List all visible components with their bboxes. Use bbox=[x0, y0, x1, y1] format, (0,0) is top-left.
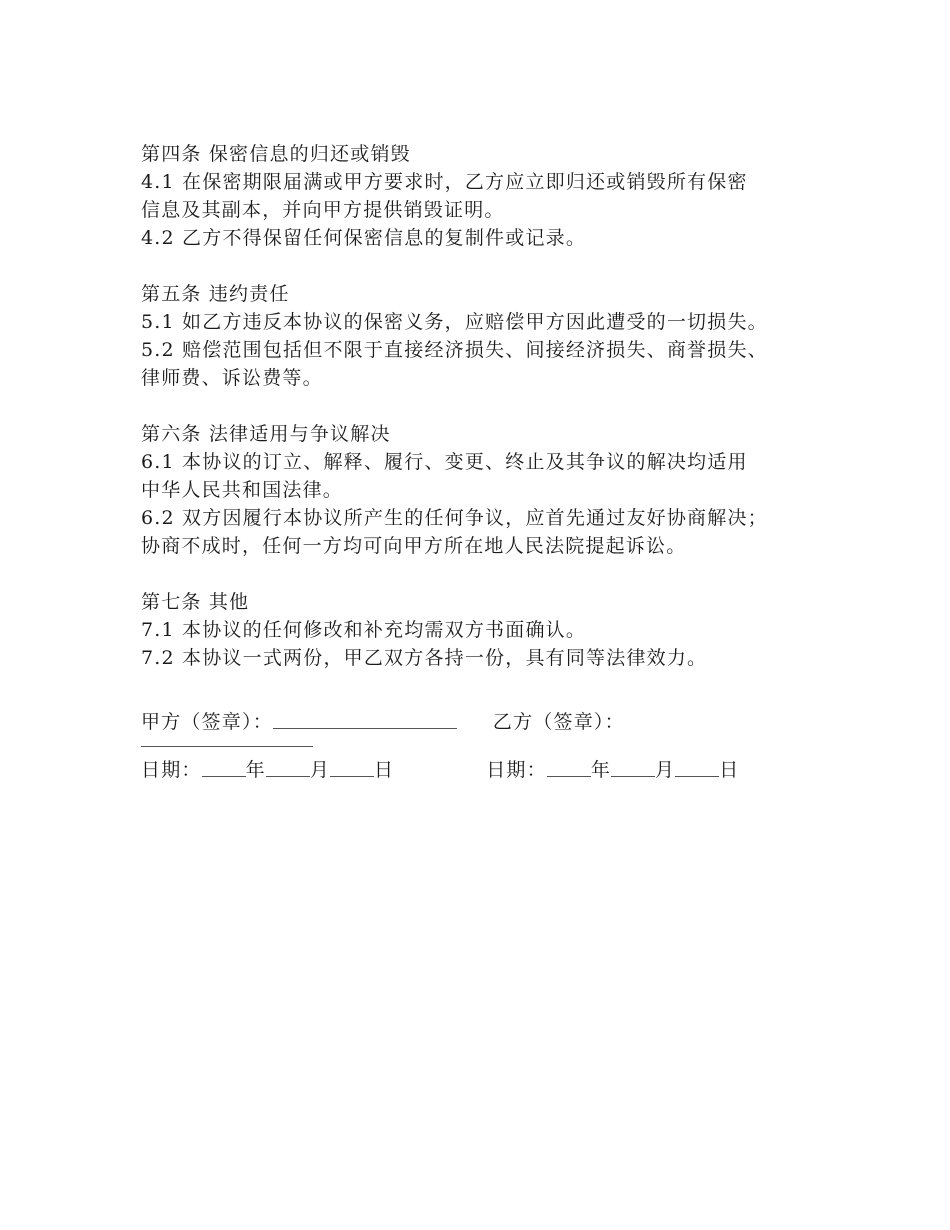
clause-line: 7.1 本协议的任何修改和补充均需双方书面确认。 bbox=[141, 619, 587, 641]
month-label: 月 bbox=[655, 759, 676, 781]
paragraph-gap bbox=[141, 672, 841, 700]
party-b-date-label: 日期： bbox=[486, 759, 547, 781]
party-a-date-label: 日期： bbox=[141, 759, 202, 781]
clause-line: 中华人民共和国法律。 bbox=[141, 479, 344, 501]
clause-line: 律师费、诉讼费等。 bbox=[141, 367, 323, 389]
section-title: 第四条 保密信息的归还或销毁 bbox=[141, 143, 411, 165]
date-row bbox=[141, 756, 841, 784]
party-a-day-blank[interactable] bbox=[330, 756, 374, 777]
party-a-month-blank[interactable] bbox=[266, 756, 310, 777]
party-b-signature-blank[interactable] bbox=[141, 736, 313, 747]
section-title: 第五条 违约责任 bbox=[141, 283, 290, 305]
day-label: 日 bbox=[719, 759, 740, 781]
paragraph-gap bbox=[141, 392, 841, 420]
clause-line: 5.2 赔偿范围包括但不限于直接经济损失、间接经济损失、商誉损失、 bbox=[141, 339, 768, 361]
party-a-signature-label: 甲方（签章）： bbox=[141, 711, 273, 733]
party-b-signature-row bbox=[141, 736, 841, 750]
clause-line: 4.1 在保密期限届满或甲方要求时，乙方应立即归还或销毁所有保密 bbox=[141, 171, 748, 193]
party-b-year-blank[interactable] bbox=[547, 756, 591, 777]
party-a-signature-blank[interactable] bbox=[273, 708, 457, 729]
party-a-year-blank[interactable] bbox=[202, 756, 246, 777]
section-title: 第七条 其他 bbox=[141, 591, 250, 613]
section-title: 第六条 法律适用与争议解决 bbox=[141, 423, 391, 445]
clause-line: 协商不成时，任何一方均可向甲方所在地人民法院提起诉讼。 bbox=[141, 535, 687, 557]
clause-line: 5.1 如乙方违反本协议的保密义务，应赔偿甲方因此遭受的一切损失。 bbox=[141, 311, 768, 333]
month-label: 月 bbox=[309, 759, 331, 781]
year-label: 年 bbox=[590, 759, 612, 781]
clause-line: 6.1 本协议的订立、解释、履行、变更、终止及其争议的解决均适用 bbox=[141, 451, 748, 473]
signature-row bbox=[141, 708, 841, 736]
paragraph-gap bbox=[141, 560, 841, 588]
day-label: 日 bbox=[374, 759, 395, 781]
clause-line: 7.2 本协议一式两份，甲乙双方各持一份，具有同等法律效力。 bbox=[141, 647, 708, 669]
party-b-signature-label: 乙方（签章）： bbox=[492, 711, 625, 733]
year-label: 年 bbox=[245, 759, 266, 781]
paragraph-gap bbox=[141, 252, 841, 280]
clause-line: 信息及其副本，并向甲方提供销毁证明。 bbox=[141, 199, 505, 221]
document-page bbox=[141, 140, 841, 784]
clause-line: 4.2 乙方不得保留任何保密信息的复制件或记录。 bbox=[141, 227, 587, 249]
clause-line: 6.2 双方因履行本协议所产生的任何争议，应首先通过友好协商解决； bbox=[141, 507, 768, 529]
party-b-month-blank[interactable] bbox=[611, 756, 655, 777]
party-b-day-blank[interactable] bbox=[675, 756, 719, 777]
